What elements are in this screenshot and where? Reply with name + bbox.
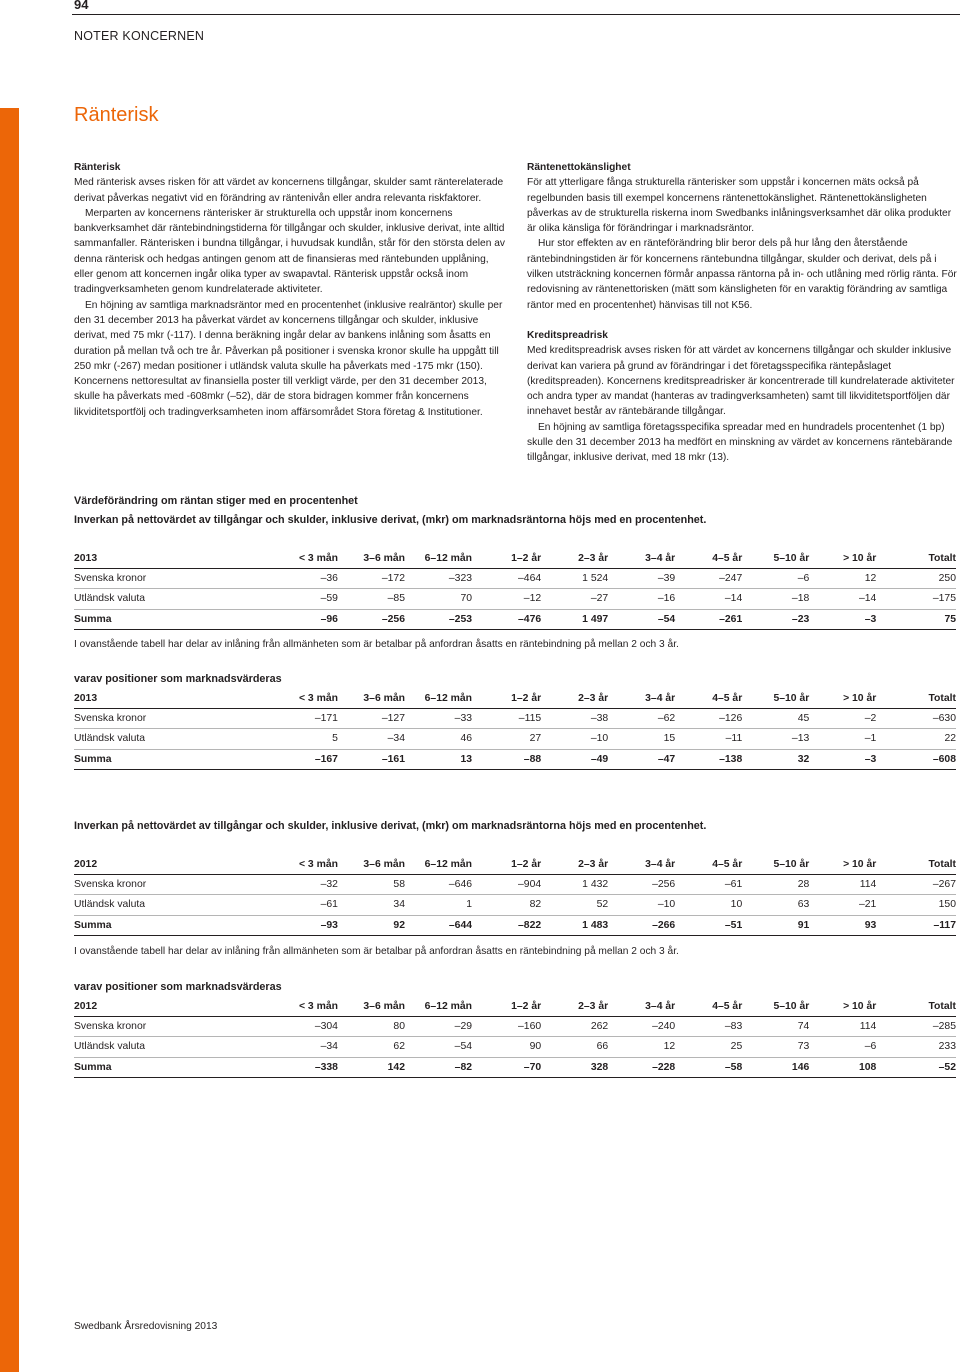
- table-cell: –247: [675, 569, 742, 589]
- right-paragraph-2: Hur stor effekten av en ränteförändring blir beror dels på hur lång den återstående räntebindningstiden är för koncernens räntebundna tillgångar, skulder och derivat, dels på i vilken utsträckning koncernen förmår anpassa räntorna på in- och utlåning med rörlig ränta. För redovisning av räntenettorisken (mätt som känsligheten för en varaktig förändring av samtliga räntor med en procentenhet) hänvisas till not K56.: [527, 238, 957, 311]
- year-header: 2013: [74, 689, 263, 709]
- table-cell: –27: [541, 589, 608, 609]
- footer: Swedbank Årsredovisning 2013: [74, 1321, 218, 1332]
- table-cell: 90: [472, 1037, 541, 1057]
- row-label: Svenska kronor: [74, 709, 263, 729]
- table-cell: –61: [263, 895, 338, 915]
- subheading-2013: varav positioner som marknadsvärderas: [74, 673, 282, 685]
- table-cell: 1 432: [541, 875, 608, 895]
- table-cell: –172: [338, 569, 405, 589]
- table-cell: –323: [405, 569, 472, 589]
- table-cell: 80: [338, 1017, 405, 1037]
- table-cell: 1 524: [541, 569, 608, 589]
- table-row: [74, 875, 956, 895]
- column-header: 1–2 år: [472, 855, 541, 875]
- column-header: 6–12 mån: [405, 549, 472, 569]
- table-cell: 74: [742, 1017, 809, 1037]
- table-cell: –138: [675, 749, 742, 769]
- column-header: Totalt: [876, 855, 956, 875]
- table-cell: 45: [742, 709, 809, 729]
- table-cell: 22: [876, 729, 956, 749]
- table-cell: –36: [263, 569, 338, 589]
- column-header: 3–4 år: [608, 997, 675, 1017]
- column-header: 6–12 mån: [405, 689, 472, 709]
- column-header: 3–4 år: [608, 689, 675, 709]
- table-cell: –23: [742, 609, 809, 629]
- table-cell: –171: [263, 709, 338, 729]
- header-rule: [72, 14, 960, 15]
- table-row: [74, 1037, 956, 1057]
- table-cell: –266: [608, 915, 675, 935]
- column-header: Totalt: [876, 549, 956, 569]
- left-column: [74, 160, 506, 420]
- table-cell: –83: [675, 1017, 742, 1037]
- table-cell: –51: [675, 915, 742, 935]
- row-label: Summa: [74, 915, 263, 935]
- table-cell: 13: [405, 749, 472, 769]
- table-2012-market-valued: [74, 997, 956, 1078]
- table-cell: –167: [263, 749, 338, 769]
- row-label: Svenska kronor: [74, 875, 263, 895]
- table-cell: –14: [809, 589, 876, 609]
- table-cell: 25: [675, 1037, 742, 1057]
- year-header: 2012: [74, 997, 263, 1017]
- table-row: [74, 895, 956, 915]
- subheading-2012: varav positioner som marknadsvärderas: [74, 981, 282, 993]
- table-header-row: [74, 549, 956, 569]
- table-cell: –10: [608, 895, 675, 915]
- table-cell: 91: [742, 915, 809, 935]
- table-cell: –54: [608, 609, 675, 629]
- table-cell: –338: [263, 1057, 338, 1077]
- table-row: [74, 1017, 956, 1037]
- table-cell: 27: [472, 729, 541, 749]
- table-cell: 12: [809, 569, 876, 589]
- column-header: 5–10 år: [742, 997, 809, 1017]
- column-header: > 10 år: [809, 855, 876, 875]
- table-cell: –54: [405, 1037, 472, 1057]
- row-label: Utländsk valuta: [74, 1037, 263, 1057]
- table-cell: 66: [541, 1037, 608, 1057]
- year-header: 2013: [74, 549, 263, 569]
- column-header: 3–6 mån: [338, 549, 405, 569]
- table-cell: –6: [742, 569, 809, 589]
- table-cell: –256: [608, 875, 675, 895]
- column-header: 2–3 år: [541, 997, 608, 1017]
- table-row: [74, 709, 956, 729]
- table-cell: –115: [472, 709, 541, 729]
- table-cell: 92: [338, 915, 405, 935]
- table-cell: –822: [472, 915, 541, 935]
- column-header: < 3 mån: [263, 997, 338, 1017]
- table-cell: –6: [809, 1037, 876, 1057]
- table-cell: 328: [541, 1057, 608, 1077]
- table-cell: –32: [263, 875, 338, 895]
- column-header: 2–3 år: [541, 689, 608, 709]
- table-cell: 93: [809, 915, 876, 935]
- table-cell: –18: [742, 589, 809, 609]
- column-header: 4–5 år: [675, 549, 742, 569]
- column-header: 2–3 år: [541, 855, 608, 875]
- table-cell: 150: [876, 895, 956, 915]
- row-label: Svenska kronor: [74, 1017, 263, 1037]
- column-header: 5–10 år: [742, 855, 809, 875]
- table-cell: 114: [809, 1017, 876, 1037]
- table-cell: –127: [338, 709, 405, 729]
- table-cell: 1 497: [541, 609, 608, 629]
- table-cell: 12: [608, 1037, 675, 1057]
- table-cell: –33: [405, 709, 472, 729]
- table-cell: –608: [876, 749, 956, 769]
- table-cell: –253: [405, 609, 472, 629]
- table-header-row: [74, 997, 956, 1017]
- table-cell: –11: [675, 729, 742, 749]
- block-subtitle-2012: Inverkan på nettovärdet av tillgångar och skulder, inklusive derivat, (mkr) om marknadsräntorna höjs med en procentenhet.: [74, 820, 707, 832]
- table-cell: –39: [608, 569, 675, 589]
- table-cell: –59: [263, 589, 338, 609]
- column-header: 3–4 år: [608, 855, 675, 875]
- column-header: 1–2 år: [472, 549, 541, 569]
- table-cell: 75: [876, 609, 956, 629]
- table-cell: –93: [263, 915, 338, 935]
- right-heading-2: Kreditspreadrisk: [527, 329, 608, 341]
- table-cell: 73: [742, 1037, 809, 1057]
- table-cell: 62: [338, 1037, 405, 1057]
- table-cell: 262: [541, 1017, 608, 1037]
- column-header: Totalt: [876, 997, 956, 1017]
- table-cell: –646: [405, 875, 472, 895]
- table-cell: –630: [876, 709, 956, 729]
- note-2013: I ovanstående tabell har delar av inlåning från allmänheten som är betalbar på anfordran åsatts en räntebindning på mellan 2 och 3 år.: [74, 639, 679, 650]
- column-header: < 3 mån: [263, 855, 338, 875]
- row-label: Svenska kronor: [74, 569, 263, 589]
- table-cell: –47: [608, 749, 675, 769]
- column-header: < 3 mån: [263, 549, 338, 569]
- table-cell: –62: [608, 709, 675, 729]
- table-header-row: [74, 855, 956, 875]
- column-header: > 10 år: [809, 549, 876, 569]
- table-cell: 108: [809, 1057, 876, 1077]
- column-header: 5–10 år: [742, 689, 809, 709]
- table-cell: 32: [742, 749, 809, 769]
- left-heading: Ränterisk: [74, 162, 121, 173]
- table-cell: –267: [876, 875, 956, 895]
- table-cell: –476: [472, 609, 541, 629]
- table-cell: –14: [675, 589, 742, 609]
- table-cell: –34: [338, 729, 405, 749]
- table-2013-market-valued: [74, 689, 956, 770]
- table-cell: 15: [608, 729, 675, 749]
- table-cell: –228: [608, 1057, 675, 1077]
- column-header: 6–12 mån: [405, 855, 472, 875]
- table-cell: –161: [338, 749, 405, 769]
- column-header: > 10 år: [809, 689, 876, 709]
- table-row: [74, 589, 956, 609]
- table-cell: –644: [405, 915, 472, 935]
- table-cell: 63: [742, 895, 809, 915]
- table-cell: –52: [876, 1057, 956, 1077]
- right-paragraph-4: En höjning av samtliga företagsspecifika spreadar med en hundradels procentenhet (1 bp) skulle den 31 december 2013 ha medfört en minskning av värdet av koncernens räntebärande tillgångar, inklusive derivat, med 18 mkr (13).: [527, 421, 953, 464]
- table-cell: –256: [338, 609, 405, 629]
- table-cell: –10: [541, 729, 608, 749]
- table-cell: –3: [809, 609, 876, 629]
- table-cell: –82: [405, 1057, 472, 1077]
- column-header: 4–5 år: [675, 997, 742, 1017]
- table-cell: –38: [541, 709, 608, 729]
- block-subtitle-2013: Inverkan på nettovärdet av tillgångar och skulder, inklusive derivat, (mkr) om marknadsräntorna höjs med en procentenhet.: [74, 514, 707, 526]
- table-row: [74, 729, 956, 749]
- column-header: 3–4 år: [608, 549, 675, 569]
- row-label: Summa: [74, 1057, 263, 1077]
- table-cell: 142: [338, 1057, 405, 1077]
- orange-side-bar: [0, 108, 19, 1372]
- year-header: 2012: [74, 855, 263, 875]
- block-title: Värdeförändring om räntan stiger med en procentenhet: [74, 495, 358, 507]
- column-header: < 3 mån: [263, 689, 338, 709]
- table-cell: –160: [472, 1017, 541, 1037]
- right-column: [527, 160, 959, 466]
- table-2013-total: [74, 549, 956, 630]
- table-sum-row: [74, 609, 956, 629]
- row-label: Summa: [74, 749, 263, 769]
- column-header: 6–12 mån: [405, 997, 472, 1017]
- table-cell: –904: [472, 875, 541, 895]
- table-cell: 46: [405, 729, 472, 749]
- table-cell: –49: [541, 749, 608, 769]
- table-cell: 1 483: [541, 915, 608, 935]
- table-cell: –34: [263, 1037, 338, 1057]
- left-paragraph-2: Merparten av koncernens ränterisker är strukturella och uppstår inom koncernens bankverksamhet där räntebindningstiderna för tillgångar och skulder, inklusive derivat, inte alltid sammanfaller. Ränterisken i bundna tillgångar, i huvudsak kundlån, står för den största delen av denna ränterisk och hedgas antingen genom att de finansieras med räntebunden upplåning, eller genom att koncernen ingår olika typer av swapavtal. Ränterisk uppstår också inom tradingverksamheten genom kundrelaterade aktiviteter.: [74, 207, 505, 296]
- table-cell: 70: [405, 589, 472, 609]
- column-header: 4–5 år: [675, 855, 742, 875]
- column-header: > 10 år: [809, 997, 876, 1017]
- column-header: 3–6 mån: [338, 689, 405, 709]
- column-header: 5–10 år: [742, 549, 809, 569]
- column-header: 2–3 år: [541, 549, 608, 569]
- row-label: Utländsk valuta: [74, 729, 263, 749]
- table-cell: –240: [608, 1017, 675, 1037]
- table-cell: –126: [675, 709, 742, 729]
- table-cell: 146: [742, 1057, 809, 1077]
- table-cell: –12: [472, 589, 541, 609]
- table-cell: 10: [675, 895, 742, 915]
- column-header: 4–5 år: [675, 689, 742, 709]
- table-row: [74, 569, 956, 589]
- table-cell: 5: [263, 729, 338, 749]
- row-label: Summa: [74, 609, 263, 629]
- table-cell: –285: [876, 1017, 956, 1037]
- table-cell: 1: [405, 895, 472, 915]
- table-2012-total: [74, 855, 956, 936]
- right-paragraph-1: För att ytterligare fånga strukturella ränterisker som uppstår i koncernen mäts också på regelbunden basis till exempel koncernens räntenettokänslighet. Räntenettokänsligheten påverkas av de strukturella riskerna inom Swedbanks inlåningsverksamhet där olika produkter är olika känsliga för förändringar i marknadsräntor.: [527, 177, 952, 235]
- table-cell: 34: [338, 895, 405, 915]
- table-cell: 114: [809, 875, 876, 895]
- row-label: Utländsk valuta: [74, 589, 263, 609]
- section-header: NOTER KONCERNEN: [74, 29, 205, 43]
- table-cell: 250: [876, 569, 956, 589]
- table-cell: 58: [338, 875, 405, 895]
- table-cell: –88: [472, 749, 541, 769]
- table-cell: –304: [263, 1017, 338, 1037]
- table-cell: –261: [675, 609, 742, 629]
- table-cell: –175: [876, 589, 956, 609]
- table-sum-row: [74, 749, 956, 769]
- column-header: 1–2 år: [472, 689, 541, 709]
- table-cell: –70: [472, 1057, 541, 1077]
- table-cell: 28: [742, 875, 809, 895]
- table-cell: –58: [675, 1057, 742, 1077]
- table-cell: 82: [472, 895, 541, 915]
- table-cell: –29: [405, 1017, 472, 1037]
- table-cell: 233: [876, 1037, 956, 1057]
- table-cell: –2: [809, 709, 876, 729]
- column-header: 3–6 mån: [338, 997, 405, 1017]
- row-label: Utländsk valuta: [74, 895, 263, 915]
- column-header: 3–6 mån: [338, 855, 405, 875]
- table-header-row: [74, 689, 956, 709]
- page-number: 94: [74, 0, 89, 12]
- table-cell: –96: [263, 609, 338, 629]
- right-paragraph-3: Med kreditspreadrisk avses risken för att värdet av koncernens tillgångar och skulder inklusive derivat kan variera på grund av förändringar i det företagsspecifika räntepåslaget (kreditspreaden). Koncernens kreditspreadrisker är koncentrerade till kundrelaterade aktiviteter och andra typer av mandat (hanteras av tradingverksamheten) samt till likviditetsportföljen där innehavet består av räntebärande tillgångar.: [527, 345, 955, 418]
- table-sum-row: [74, 915, 956, 935]
- column-header: Totalt: [876, 689, 956, 709]
- left-paragraph-1: Med ränterisk avses risken för att värdet av koncernens tillgångar, skulder samt ränterelaterade derivat påverkas negativt vid en förändring av räntenivån eller andra relevanta riskfaktorer.: [74, 177, 504, 204]
- table-cell: –117: [876, 915, 956, 935]
- table-cell: –21: [809, 895, 876, 915]
- column-header: 1–2 år: [472, 997, 541, 1017]
- table-cell: –464: [472, 569, 541, 589]
- note-2012: I ovanstående tabell har delar av inlåning från allmänheten som är betalbar på anfordran åsatts en räntebindning på mellan 2 och 3 år.: [74, 946, 679, 957]
- left-paragraph-3: En höjning av samtliga marknadsräntor med en procentenhet (inklusive realräntor) skulle per den 31 december 2013 ha påverkat värdet av koncernens tillgångar och skulder, inklusive derivat, med 75 mkr (-117). I denna beräkning ingår delar av bankens inlåning som åsatts en duration på mellan två och tre år. Påverkan på positioner i svenska kronor skulle ha uppgått till 250 mkr (-267) medan positioner i utländsk valuta skulle ha påverkats med -175 mkr (150). Koncernens nettoresultat av finansiella poster till verkligt värde, per den 31 december 2013, skulle ha påverkats med -608mkr (–52), där de stora bidragen kommer från koncernens likviditetsportfölj och tradingverksamheten inom affärsområdet Stora företag & Institutioner.: [74, 299, 503, 418]
- table-cell: –3: [809, 749, 876, 769]
- table-cell: –13: [742, 729, 809, 749]
- page-title: Ränterisk: [74, 104, 159, 126]
- table-cell: –1: [809, 729, 876, 749]
- table-cell: –16: [608, 589, 675, 609]
- table-sum-row: [74, 1057, 956, 1077]
- table-cell: –61: [675, 875, 742, 895]
- table-cell: –85: [338, 589, 405, 609]
- table-cell: 52: [541, 895, 608, 915]
- right-heading-1: Räntenettokänslighet: [527, 162, 631, 173]
